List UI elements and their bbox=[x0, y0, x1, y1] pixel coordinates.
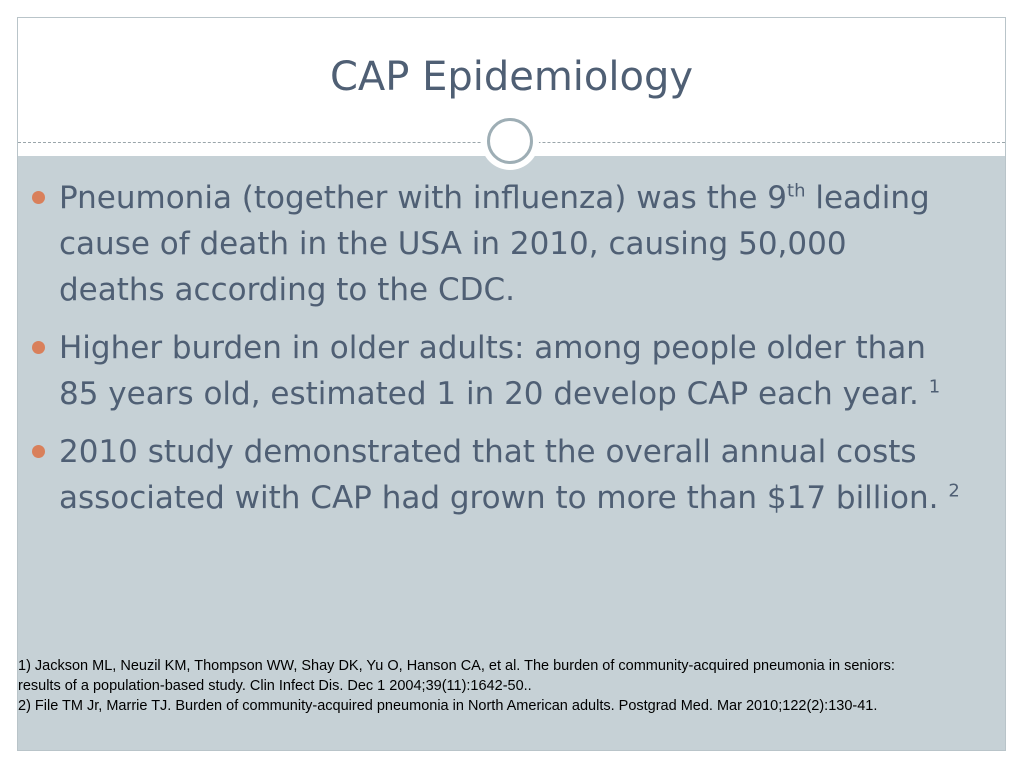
bullet-text: 2010 study demonstrated that the overall annual costs associated with CAP had grown to more than $17 billion. bbox=[59, 434, 949, 516]
reference-item: 2) File TM Jr, Marrie TJ. Burden of community-acquired pneumonia in North American adults. Postgrad Med. Mar 2010;122(2):130-41. bbox=[18, 698, 878, 714]
reference-item: 1) Jackson ML, Neuzil KM, Thompson WW, Shay DK, Yu O, Hanson CA, et al. The burden of community-acquired pneumonia in seniors: results of a population-based study. Clin Infect Dis. Dec 1 2004;39(11):1642-50.. bbox=[18, 658, 895, 694]
bullet-superscript: 2 bbox=[948, 480, 960, 502]
bullet-item bbox=[30, 429, 960, 521]
bullet-text-cont: leading cause of death in the USA in 2010, causing 50,000 deaths according to the CDC. bbox=[59, 180, 930, 308]
bullet-item bbox=[30, 175, 960, 313]
circle-ornament-icon bbox=[481, 112, 539, 170]
slide-title: CAP Epidemiology bbox=[329, 54, 694, 100]
bullet-dot-icon bbox=[32, 191, 45, 204]
circle-ring bbox=[487, 118, 533, 164]
bullet-superscript: 1 bbox=[928, 376, 941, 398]
bullet-superscript: th bbox=[787, 180, 806, 202]
bullet-dot-icon bbox=[32, 341, 45, 354]
references bbox=[18, 656, 898, 716]
bullet-text: Pneumonia (together with influenza) was the 9 bbox=[59, 180, 788, 216]
bullet-list bbox=[30, 175, 960, 533]
bullet-dot-icon bbox=[32, 445, 45, 458]
bullet-item bbox=[30, 325, 960, 417]
bullet-text: Higher burden in older adults: among people older than 85 years old, estimated 1 in 20 develop CAP each year. bbox=[59, 330, 929, 412]
